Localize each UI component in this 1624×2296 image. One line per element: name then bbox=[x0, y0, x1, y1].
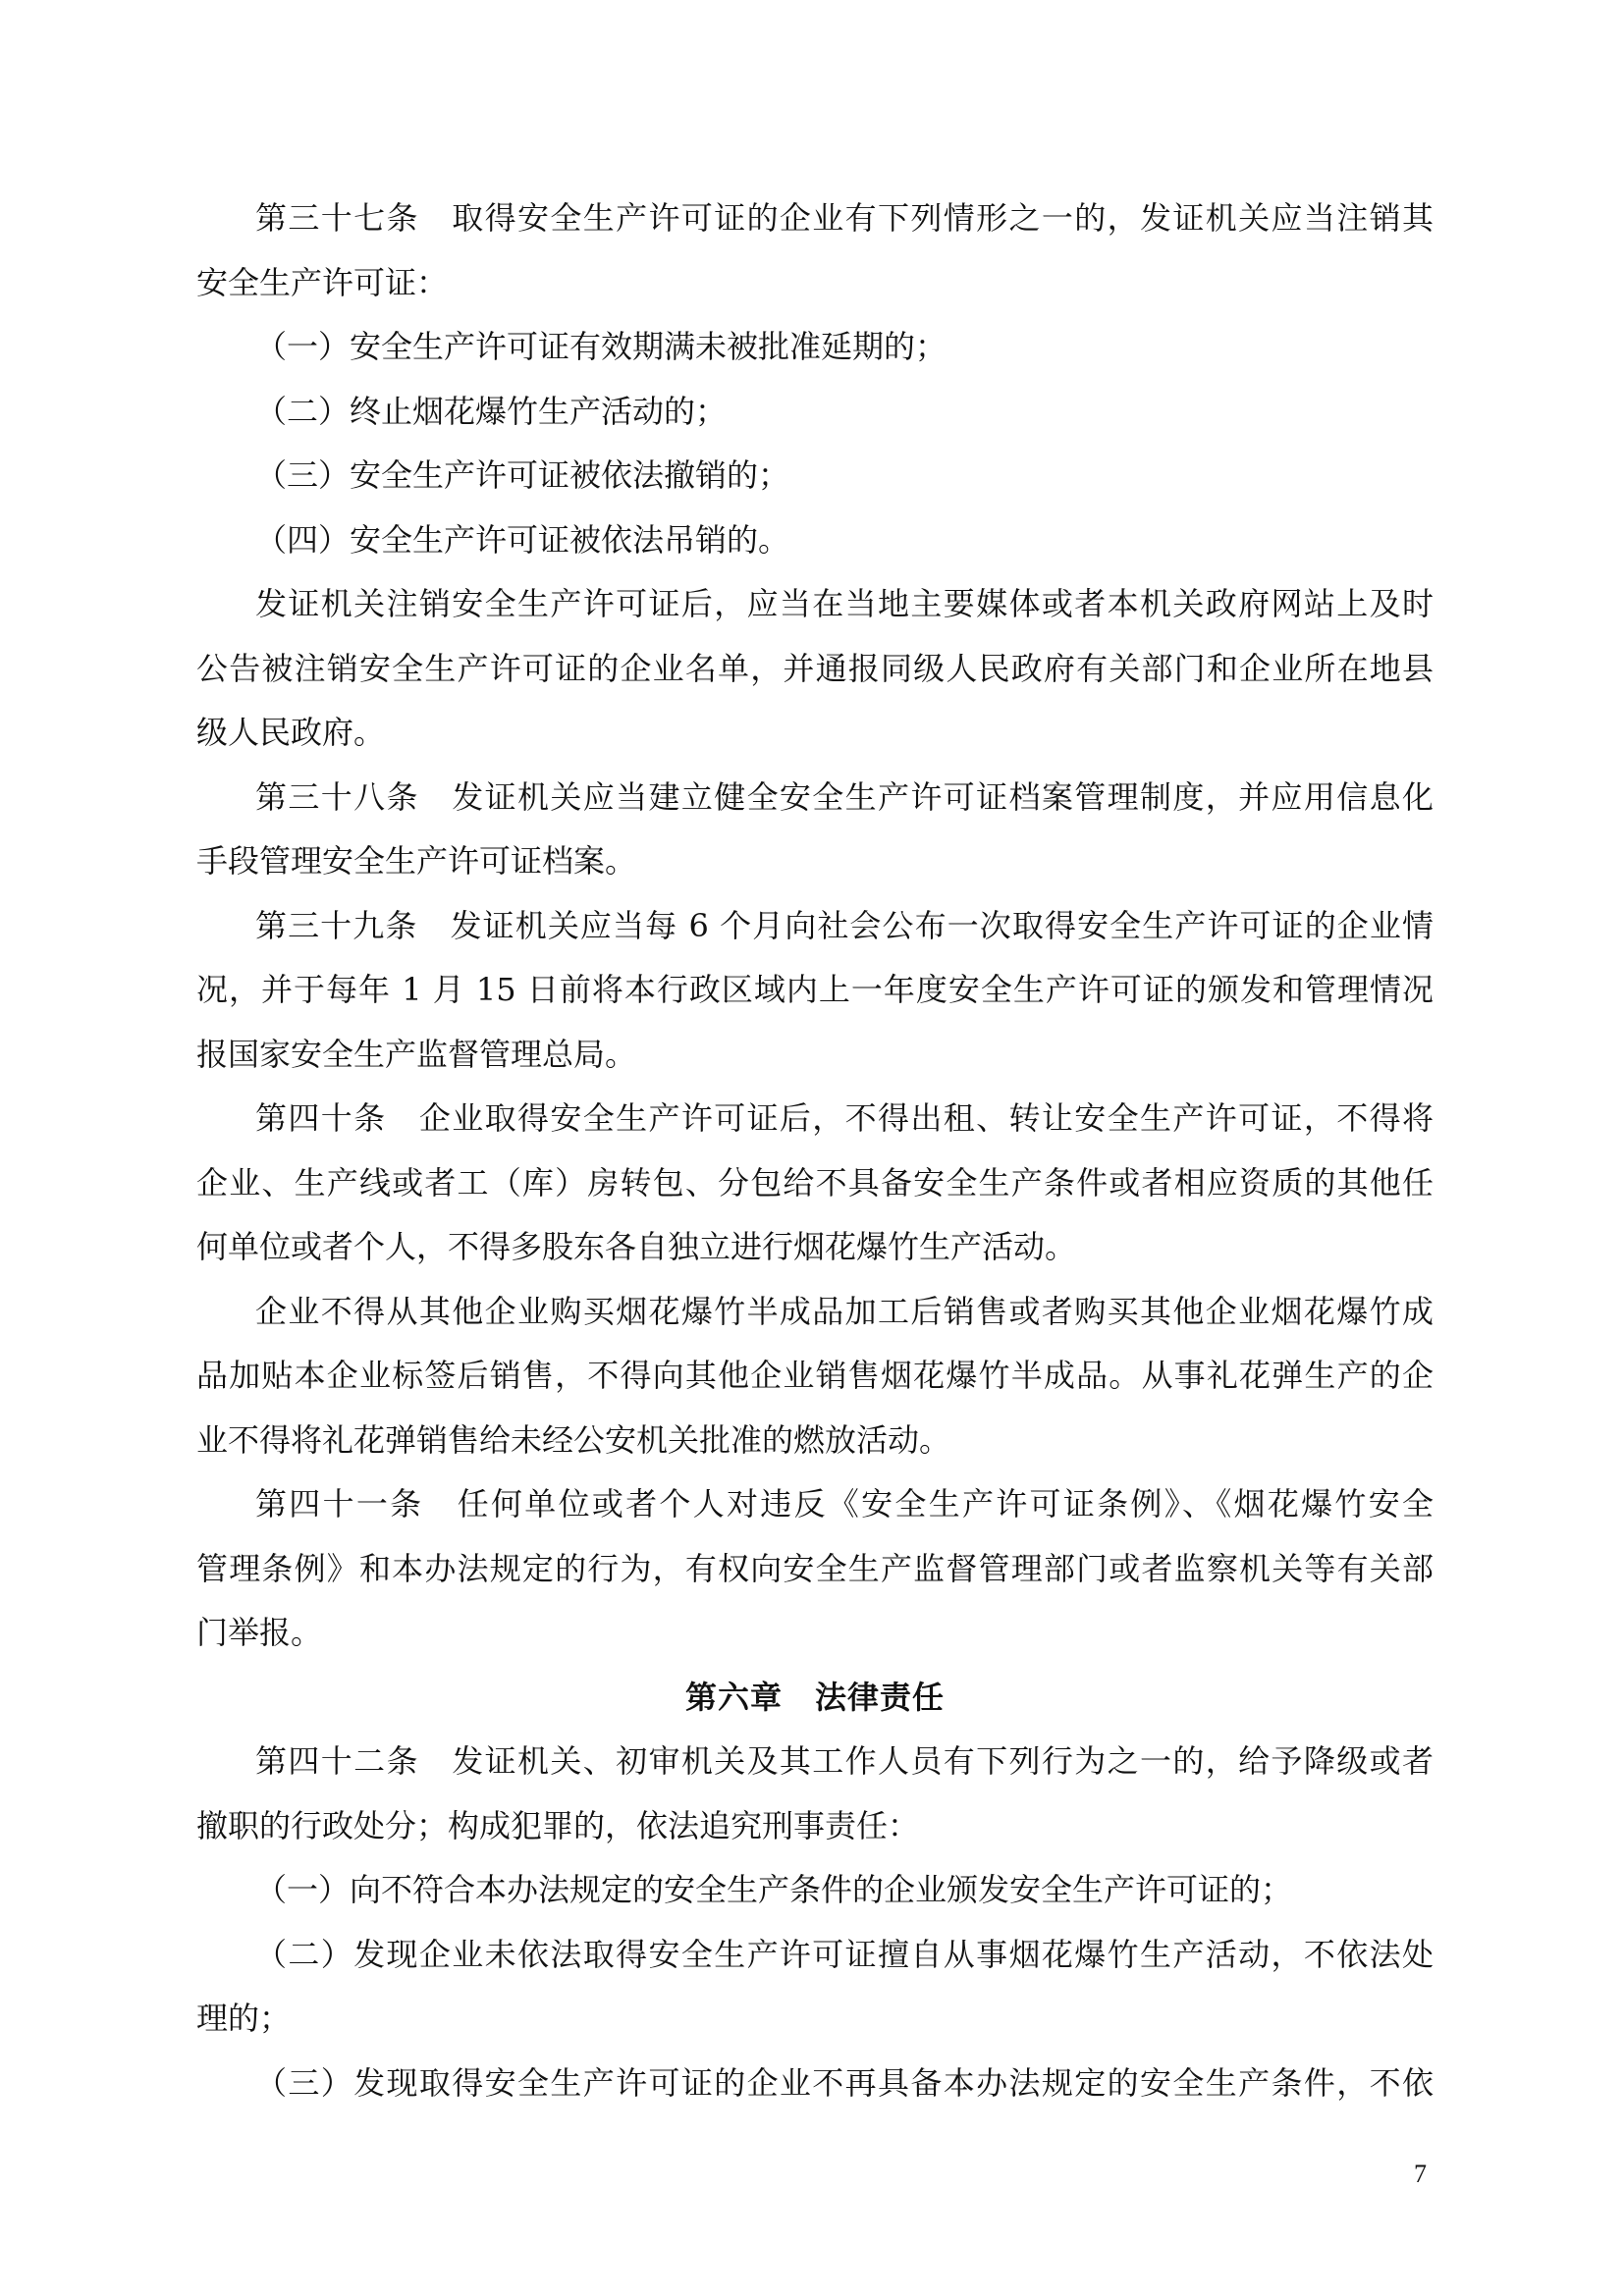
article-40-line-1: 第四十条 企业取得安全生产许可证后，不得出租、转让安全生产许可证，不得将 bbox=[255, 1099, 1434, 1137]
article-38-line-2: 手段管理安全生产许可证档案。 bbox=[196, 842, 637, 880]
article-41-line-1: 第四十一条 任何单位或者个人对违反《安全生产许可证条例》、《烟花爆竹安全 bbox=[255, 1485, 1434, 1522]
article-39-line-2: 况，并于每年 1 月 15 日前将本行政区域内上一年度安全生产许可证的颁发和管理情况 bbox=[196, 971, 1434, 1008]
article-42-item-1: （一）向不符合本办法规定的安全生产条件的企业颁发安全生产许可证的； bbox=[255, 1871, 1293, 1908]
article-40-line-2: 企业、生产线或者工（库）房转包、分包给不具备安全生产条件或者相应资质的其他任 bbox=[196, 1163, 1434, 1201]
article-37-item-2: （二）终止烟花爆竹生产活动的； bbox=[255, 392, 728, 430]
document-body bbox=[196, 187, 1434, 2115]
article-37-item-3: （三）安全生产许可证被依法撤销的； bbox=[255, 456, 790, 494]
page-number: 7 bbox=[1414, 2160, 1427, 2188]
article-40-para-2-line-3: 业不得将礼花弹销售给未经公安机关批准的燃放活动。 bbox=[196, 1420, 951, 1459]
article-40-line-3: 何单位或者个人，不得多股东各自独立进行烟花爆竹生产活动。 bbox=[196, 1228, 1077, 1265]
article-41-line-2: 管理条例》和本办法规定的行为，有权向安全生产监督管理部门或者监察机关等有关部 bbox=[196, 1549, 1434, 1587]
article-37-para-2-line-3: 级人民政府。 bbox=[196, 714, 386, 751]
article-37-para-2-line-2: 公告被注销安全生产许可证的企业名单，并通报同级人民政府有关部门和企业所在地县 bbox=[196, 649, 1434, 687]
article-42-item-3-line-1: （三）发现取得安全生产许可证的企业不再具备本办法规定的安全生产条件，不依 bbox=[255, 2063, 1434, 2102]
article-40-para-2-line-2: 品加贴本企业标签后销售，不得向其他企业销售烟花爆竹半成品。从事礼花弹生产的企 bbox=[196, 1357, 1434, 1394]
article-41-line-3: 门举报。 bbox=[196, 1614, 323, 1651]
article-37-item-1: （一）安全生产许可证有效期满未被批准延期的； bbox=[255, 328, 947, 365]
article-42-item-2-line-1: （二）发现企业未依法取得安全生产许可证擅自从事烟花爆竹生产活动，不依法处 bbox=[255, 1935, 1434, 1973]
article-37-line-1: 第三十七条 取得安全生产许可证的企业有下列情形之一的，发证机关应当注销其 bbox=[255, 199, 1434, 237]
article-38-line-1: 第三十八条 发证机关应当建立健全安全生产许可证档案管理制度，并应用信息化 bbox=[255, 777, 1434, 816]
article-39-line-1: 第三十九条 发证机关应当每 6 个月向社会公布一次取得安全生产许可证的企业情 bbox=[255, 906, 1434, 944]
article-39-line-3: 报国家安全生产监督管理总局。 bbox=[196, 1035, 637, 1073]
article-42-line-1: 第四十二条 发证机关、初审机关及其工作人员有下列行为之一的，给予降级或者 bbox=[255, 1742, 1434, 1780]
chapter-6-heading: 第六章 法律责任 bbox=[684, 1678, 945, 1716]
article-40-para-2-line-1: 企业不得从其他企业购买烟花爆竹半成品加工后销售或者购买其他企业烟花爆竹成 bbox=[255, 1292, 1434, 1330]
article-42-item-2-line-2: 理的； bbox=[196, 2000, 292, 2037]
article-37-item-4: （四）安全生产许可证被依法吊销的。 bbox=[255, 520, 790, 559]
article-37-line-2: 安全生产许可证： bbox=[196, 263, 449, 301]
article-42-line-2: 撤职的行政处分；构成犯罪的，依法追究刑事责任： bbox=[196, 1806, 920, 1844]
article-37-para-2-line-1: 发证机关注销安全生产许可证后，应当在当地主要媒体或者本机关政府网站上及时 bbox=[255, 585, 1434, 622]
